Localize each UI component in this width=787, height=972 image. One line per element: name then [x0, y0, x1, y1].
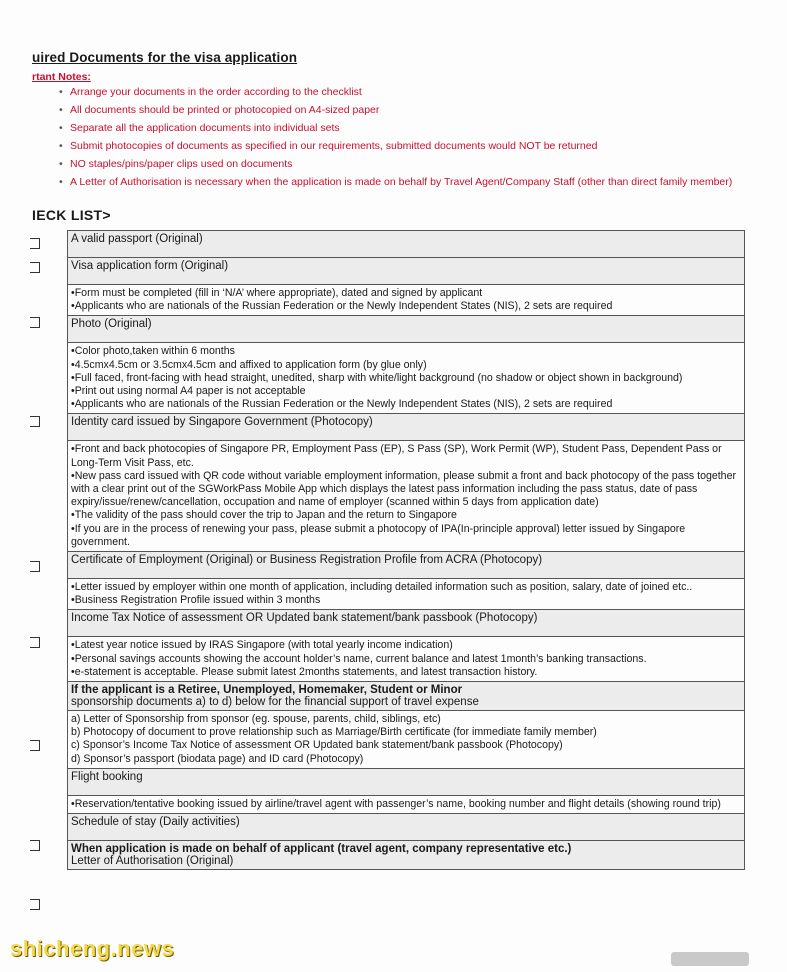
sponsorship-subheading: sponsorship documents a) to d) below for the financial support of travel expense: [71, 696, 479, 709]
table-row: [68, 441, 745, 552]
table-row: [68, 552, 745, 579]
table-row: [68, 414, 745, 441]
table-row: [68, 841, 745, 870]
table-row: [68, 682, 745, 711]
item-employment-certificate: Certificate of Employment (Original) or Business Registration Profile from ACRA (Photocopy): [68, 552, 745, 579]
checkbox-employment-certificate[interactable]: [30, 561, 40, 572]
item-authorisation: [68, 841, 745, 870]
photo-details: [68, 343, 745, 414]
checkbox-identity-card[interactable]: [30, 416, 40, 427]
detail-line: •Latest year notice issued by IRAS Singapore (with total yearly income indication): [71, 639, 453, 652]
detail-line: d) Sponsor’s passport (biodata page) and ID card (Photocopy): [71, 752, 364, 765]
detail-line: c) Sponsor’s Income Tax Notice of assessment OR Updated bank statement/bank passbook (Photocopy): [71, 739, 563, 752]
table-row: [68, 258, 745, 285]
note-item: • All documents should be printed or photocopied on A4-sized paper: [60, 104, 750, 117]
detail-line: •Print out using normal A4 paper is not acceptable: [71, 385, 306, 398]
item-schedule: Schedule of stay (Daily activities): [68, 814, 745, 841]
detail-line: •The validity of the pass should cover the trip to Japan and the return to Singapore: [71, 509, 457, 522]
table-row: [68, 795, 745, 813]
item-photo: Photo (Original): [68, 316, 745, 343]
detail-line: •Applicants who are nationals of the Russian Federation or the Newly Independent States (NIS), 2 sets are required: [71, 300, 613, 313]
table-row: [68, 711, 745, 769]
item-identity-card: Identity card issued by Singapore Government (Photocopy): [68, 414, 745, 441]
detail-line: •Letter issued by employer within one month of application, including detailed information such as position, salary, date of joined etc..: [71, 581, 693, 594]
table-row: [68, 610, 745, 637]
table-row: [68, 814, 745, 841]
detail-line: •Color photo,taken within 6 months: [71, 345, 235, 358]
detail-line: •e-statement is acceptable. Please submit latest 2months statements, and latest transaction history.: [71, 665, 538, 678]
authorisation-subheading: Letter of Authorisation (Original): [71, 855, 234, 868]
checkbox-sponsorship[interactable]: [30, 740, 40, 751]
table-row: [68, 579, 745, 610]
checkbox-flight-booking[interactable]: [30, 840, 40, 851]
checkbox-visa-form[interactable]: [30, 262, 40, 273]
note-item: • A Letter of Authorisation is necessary when the application is made on behalf by Travel Agent/Company Staff (other than direct family member): [60, 176, 750, 189]
item-sponsorship: [68, 682, 745, 711]
item-flight-booking: Flight booking: [68, 768, 745, 795]
item-income-tax: Income Tax Notice of assessment OR Updated bank statement/bank passbook (Photocopy): [68, 610, 745, 637]
checkbox-passport[interactable]: [30, 238, 40, 249]
note-item: • NO staples/pins/paper clips used on documents: [60, 158, 750, 171]
detail-line: •4.5cmx4.5cm or 3.5cmx4.5cm and affixed to application form (by glue only): [71, 358, 427, 371]
detail-line: •If you are in the process of renewing your pass, please submit a photocopy of IPA(In-principle approval) letter issued by Singapore government.: [71, 522, 686, 548]
important-notes-list: [60, 86, 750, 194]
checklist-title: IECK LIST>: [32, 207, 111, 223]
table-row: [68, 637, 745, 682]
detail-line: •Full faced, front-facing with head straight, unedited, sharp with white/light background (no shadow or object shown in background): [71, 371, 683, 384]
detail-line: •Personal savings accounts showing the account holder’s name, current balance and latest 1month’s banking transactions.: [71, 652, 647, 665]
flight-booking-details: [68, 795, 745, 813]
checkbox-photo[interactable]: [30, 317, 40, 328]
checkbox-schedule[interactable]: [30, 899, 40, 910]
checklist-table: [67, 230, 745, 870]
table-row: [68, 285, 745, 316]
identity-card-details: [68, 441, 745, 552]
detail-line: •Front and back photocopies of Singapore PR, Employment Pass (EP), S Pass (SP), Work Permit (WP), Student Pass, Dependent Pass or Long-Term Visit Pass, etc.: [71, 443, 722, 469]
table-row: [68, 316, 745, 343]
employment-certificate-details: [68, 579, 745, 610]
table-row: [68, 343, 745, 414]
note-item: • Arrange your documents in the order according to the checklist: [60, 86, 750, 99]
important-notes-label: rtant Notes:: [32, 71, 91, 83]
checkbox-income-tax[interactable]: [30, 637, 40, 648]
corner-badge: [671, 952, 749, 966]
item-visa-form: Visa application form (Original): [68, 258, 745, 285]
detail-line: •Reservation/tentative booking issued by airline/travel agent with passenger’s name, booking number and flight details (showing round trip): [71, 797, 721, 810]
item-passport: A valid passport (Original): [68, 231, 745, 258]
watermark-logo: shicheng.news: [10, 936, 175, 961]
sponsorship-heading: If the applicant is a Retiree, Unemployed, Homemaker, Student or Minor: [71, 684, 463, 697]
table-row: [68, 231, 745, 258]
detail-line: •Applicants who are nationals of the Russian Federation or the Newly Independent States (NIS), 2 sets are required: [71, 398, 613, 411]
table-row: [68, 768, 745, 795]
document-heading: uired Documents for the visa application: [32, 50, 298, 65]
note-item: • Submit photocopies of documents as specified in our requirements, submitted documents would NOT be returned: [60, 140, 750, 153]
detail-line: b) Photocopy of document to prove relationship such as Marriage/Birth certificate (for immediate family member): [71, 726, 597, 739]
detail-line: •Business Registration Profile issued within 3 months: [71, 594, 321, 607]
detail-line: •New pass card issued with QR code without variable employment information, please submit a front and back photocopy of the pass together with a clear print out of the SGWorkPass Mobile App which displays the latest pass information including the pass status, date of pass expiry/issue/renew/cancellation, occupation and name of employer (scanned within 5 days from application date): [71, 469, 736, 509]
income-tax-details: [68, 637, 745, 682]
note-item: • Separate all the application documents into individual sets: [60, 122, 750, 135]
detail-line: •Form must be completed (fill in ‘N/A’ where appropriate), dated and signed by applicant: [71, 287, 483, 299]
authorisation-heading: When application is made on behalf of applicant (travel agent, company representative etc.): [71, 843, 572, 856]
detail-line: a) Letter of Sponsorship from sponsor (eg. spouse, parents, child, siblings, etc): [71, 713, 441, 726]
sponsorship-details: [68, 711, 745, 769]
visa-form-details: [68, 285, 745, 316]
